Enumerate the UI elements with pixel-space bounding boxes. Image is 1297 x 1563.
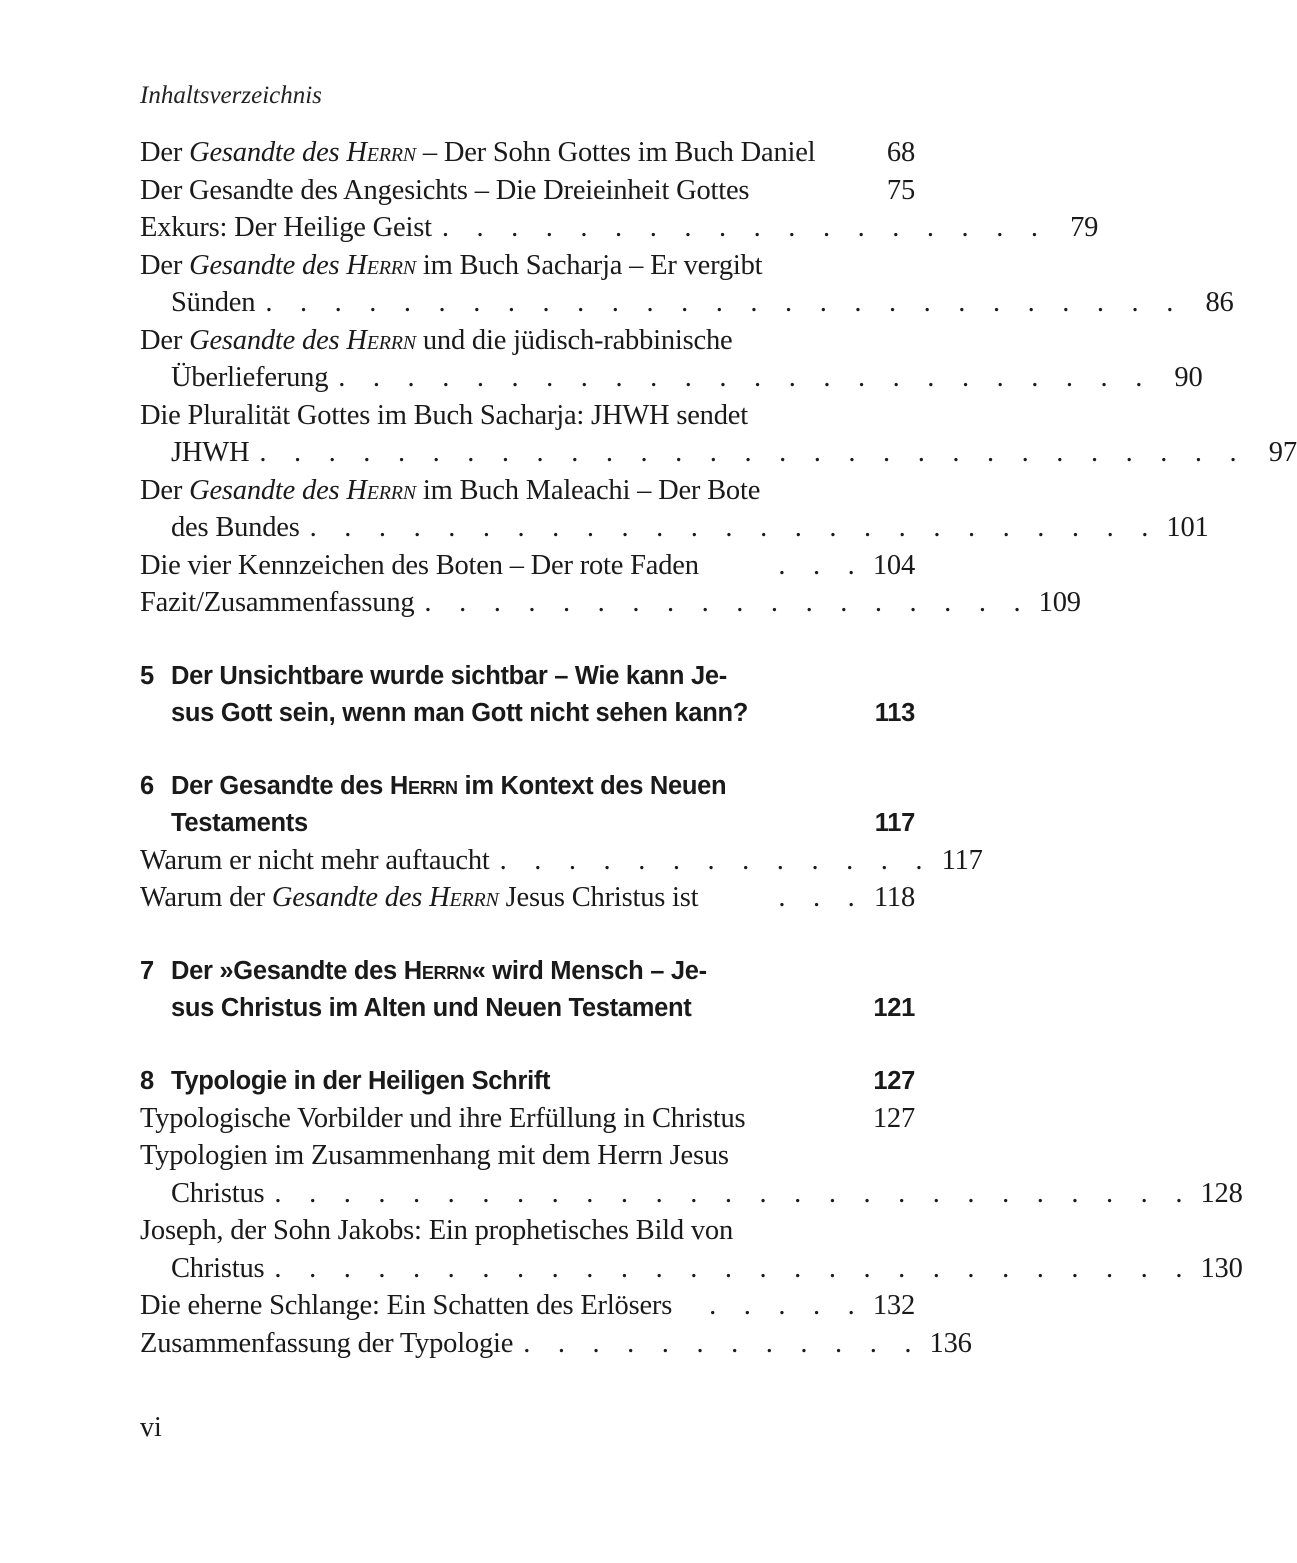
entry-title-cont: Überlieferung: [171, 362, 329, 393]
dot-leader: . . .: [778, 549, 865, 581]
entry-title-cont: JHWH: [171, 437, 250, 468]
chapter-title: Der »Gesandte des Herrn« wird Mensch – Je-: [171, 956, 707, 985]
entry-title-cont: Sünden: [171, 287, 256, 318]
page-number: 109: [1038, 587, 1081, 618]
chapter-heading-6[interactable]: [140, 768, 915, 842]
toc-entry[interactable]: [140, 209, 1099, 247]
chapter-title-cont: sus Christus im Alten und Neuen Testament: [171, 993, 692, 1022]
entry-title: Der Gesandte des Herrn im Buch Sacharja – Er vergibt: [140, 249, 763, 281]
chapter-title-cont: sus Gott sein, wenn man Gott nicht sehen kann?: [171, 698, 749, 727]
page-number: 117: [874, 808, 915, 837]
page-number: 117: [941, 844, 983, 876]
page-number: 90: [1174, 362, 1203, 393]
toc-entry[interactable]: [140, 397, 1297, 472]
toc-entry[interactable]: [140, 1100, 915, 1138]
toc-entry[interactable]: [140, 134, 915, 172]
toc-entry[interactable]: [140, 584, 1081, 622]
chapter-number: 7: [140, 956, 154, 985]
entry-title: Typologische Vorbilder und ihre Erfüllung in Christus: [140, 1102, 746, 1134]
dot-leader: . . . . . . . . . . . . . . . . . . . . . . . . . . .: [274, 1252, 1193, 1284]
entry-title: Fazit/Zusammenfassung: [140, 587, 415, 618]
entry-title-cont: Christus: [171, 1252, 265, 1284]
chapter-heading-7[interactable]: [140, 953, 915, 1027]
toc-entry[interactable]: [140, 1212, 1243, 1287]
page-number: 127: [873, 1066, 915, 1095]
table-of-contents: [140, 134, 1297, 1362]
page-number: 128: [1200, 1177, 1243, 1209]
entry-title: Die vier Kennzeichen des Boten – Der rote Faden: [140, 549, 699, 581]
dot-leader: . . . . . . . . . . . . .: [499, 844, 933, 876]
page-number: 132: [872, 1290, 915, 1321]
chapter-title: Der Gesandte des Herrn im Kontext des Neuen: [171, 771, 727, 800]
entry-title: Die Pluralität Gottes im Buch Sacharja: JHWH sendet: [140, 399, 748, 431]
entry-title: Die eherne Schlange: Ein Schatten des Erlösers: [140, 1290, 673, 1321]
entry-title: Joseph, der Sohn Jakobs: Ein prophetisches Bild von: [140, 1215, 734, 1246]
entry-title-cont: des Bundes: [171, 512, 300, 543]
toc-entry[interactable]: [140, 879, 915, 917]
dot-leader: . . . . . . . . . . . . . . . . . . . . . . . . . . . . .: [259, 437, 1247, 468]
entry-title: Warum der Gesandte des Herrn Jesus Christus ist: [140, 882, 699, 913]
chapter-number: 6: [140, 771, 154, 800]
page-number: 121: [873, 993, 915, 1022]
page-number: 127: [872, 1102, 915, 1134]
page-number: 130: [1200, 1252, 1243, 1284]
entry-title: Zusammenfassung der Typologie: [140, 1327, 514, 1359]
dot-leader: . . . . .: [709, 1290, 865, 1321]
dot-leader: . . . . . . . . . . . . . . . . . . . . . . . . . . .: [274, 1177, 1193, 1209]
entry-title: Warum er nicht mehr auftaucht: [140, 844, 490, 876]
entry-title: Der Gesandte des Herrn und die jüdisch-rabbinische: [140, 324, 733, 356]
page-number: 113: [874, 698, 915, 727]
dot-leader: . . . . . . . . . . . . . . . . . .: [424, 587, 1031, 618]
dot-leader: . . .: [778, 882, 865, 913]
page-number: 97: [1268, 437, 1297, 468]
entry-title-cont: Christus: [171, 1177, 265, 1209]
toc-entry[interactable]: [140, 842, 983, 880]
dot-leader: . . . . . . . . . . . .: [523, 1327, 922, 1359]
chapter-number: 8: [140, 1066, 154, 1095]
chapter-heading-8[interactable]: [140, 1063, 915, 1100]
dot-leader: . . . . . . . . . . . . . . . . . . . . . . . . . . .: [265, 287, 1184, 318]
dot-leader: . . . . . . . . . . . . . . . . . .: [441, 212, 1049, 243]
entry-title: Der Gesandte des Herrn im Buch Maleachi – Der Bote: [140, 474, 761, 506]
chapter-title: Typologie in der Heiligen Schrift: [171, 1066, 551, 1095]
toc-entry[interactable]: [140, 247, 1234, 322]
entry-title: Typologien im Zusammenhang mit dem Herrn Jesus: [140, 1140, 729, 1171]
chapter-number: 5: [140, 661, 154, 690]
page-number: 118: [873, 882, 915, 913]
page-number: 79: [1070, 212, 1099, 243]
toc-entry[interactable]: [140, 1325, 972, 1363]
dot-leader: . . . . . . . . . . . . . . . . . . . . . . . . .: [309, 512, 1159, 543]
running-head: Inhaltsverzeichnis: [140, 82, 322, 109]
toc-entry[interactable]: [140, 1287, 915, 1325]
toc-entry[interactable]: [140, 1137, 1243, 1212]
chapter-title-cont: Testaments: [171, 808, 308, 837]
toc-entry[interactable]: [140, 472, 1209, 547]
page-number: 136: [929, 1327, 972, 1359]
toc-entry[interactable]: [140, 322, 1203, 397]
page-number: 86: [1205, 287, 1234, 318]
page-number: 101: [1166, 512, 1209, 543]
toc-entry[interactable]: [140, 547, 915, 585]
page-number: 104: [872, 549, 915, 581]
dot-leader: . . . . . . . . . . . . . . . . . . . . . . . .: [338, 362, 1153, 393]
entry-title: Der Gesandte des Herrn – Der Sohn Gottes im Buch Daniel: [140, 137, 816, 168]
entry-title: Exkurs: Der Heilige Geist: [140, 212, 432, 243]
chapter-heading-5[interactable]: [140, 658, 915, 732]
page-number: 75: [886, 174, 915, 206]
entry-title: Der Gesandte des Angesichts – Die Dreieinheit Gottes: [140, 174, 750, 206]
page-number: 68: [886, 137, 915, 168]
chapter-title: Der Unsichtbare wurde sichtbar – Wie kann Je-: [171, 661, 727, 690]
toc-entry[interactable]: [140, 172, 915, 210]
page-folio: vi: [140, 1412, 162, 1443]
